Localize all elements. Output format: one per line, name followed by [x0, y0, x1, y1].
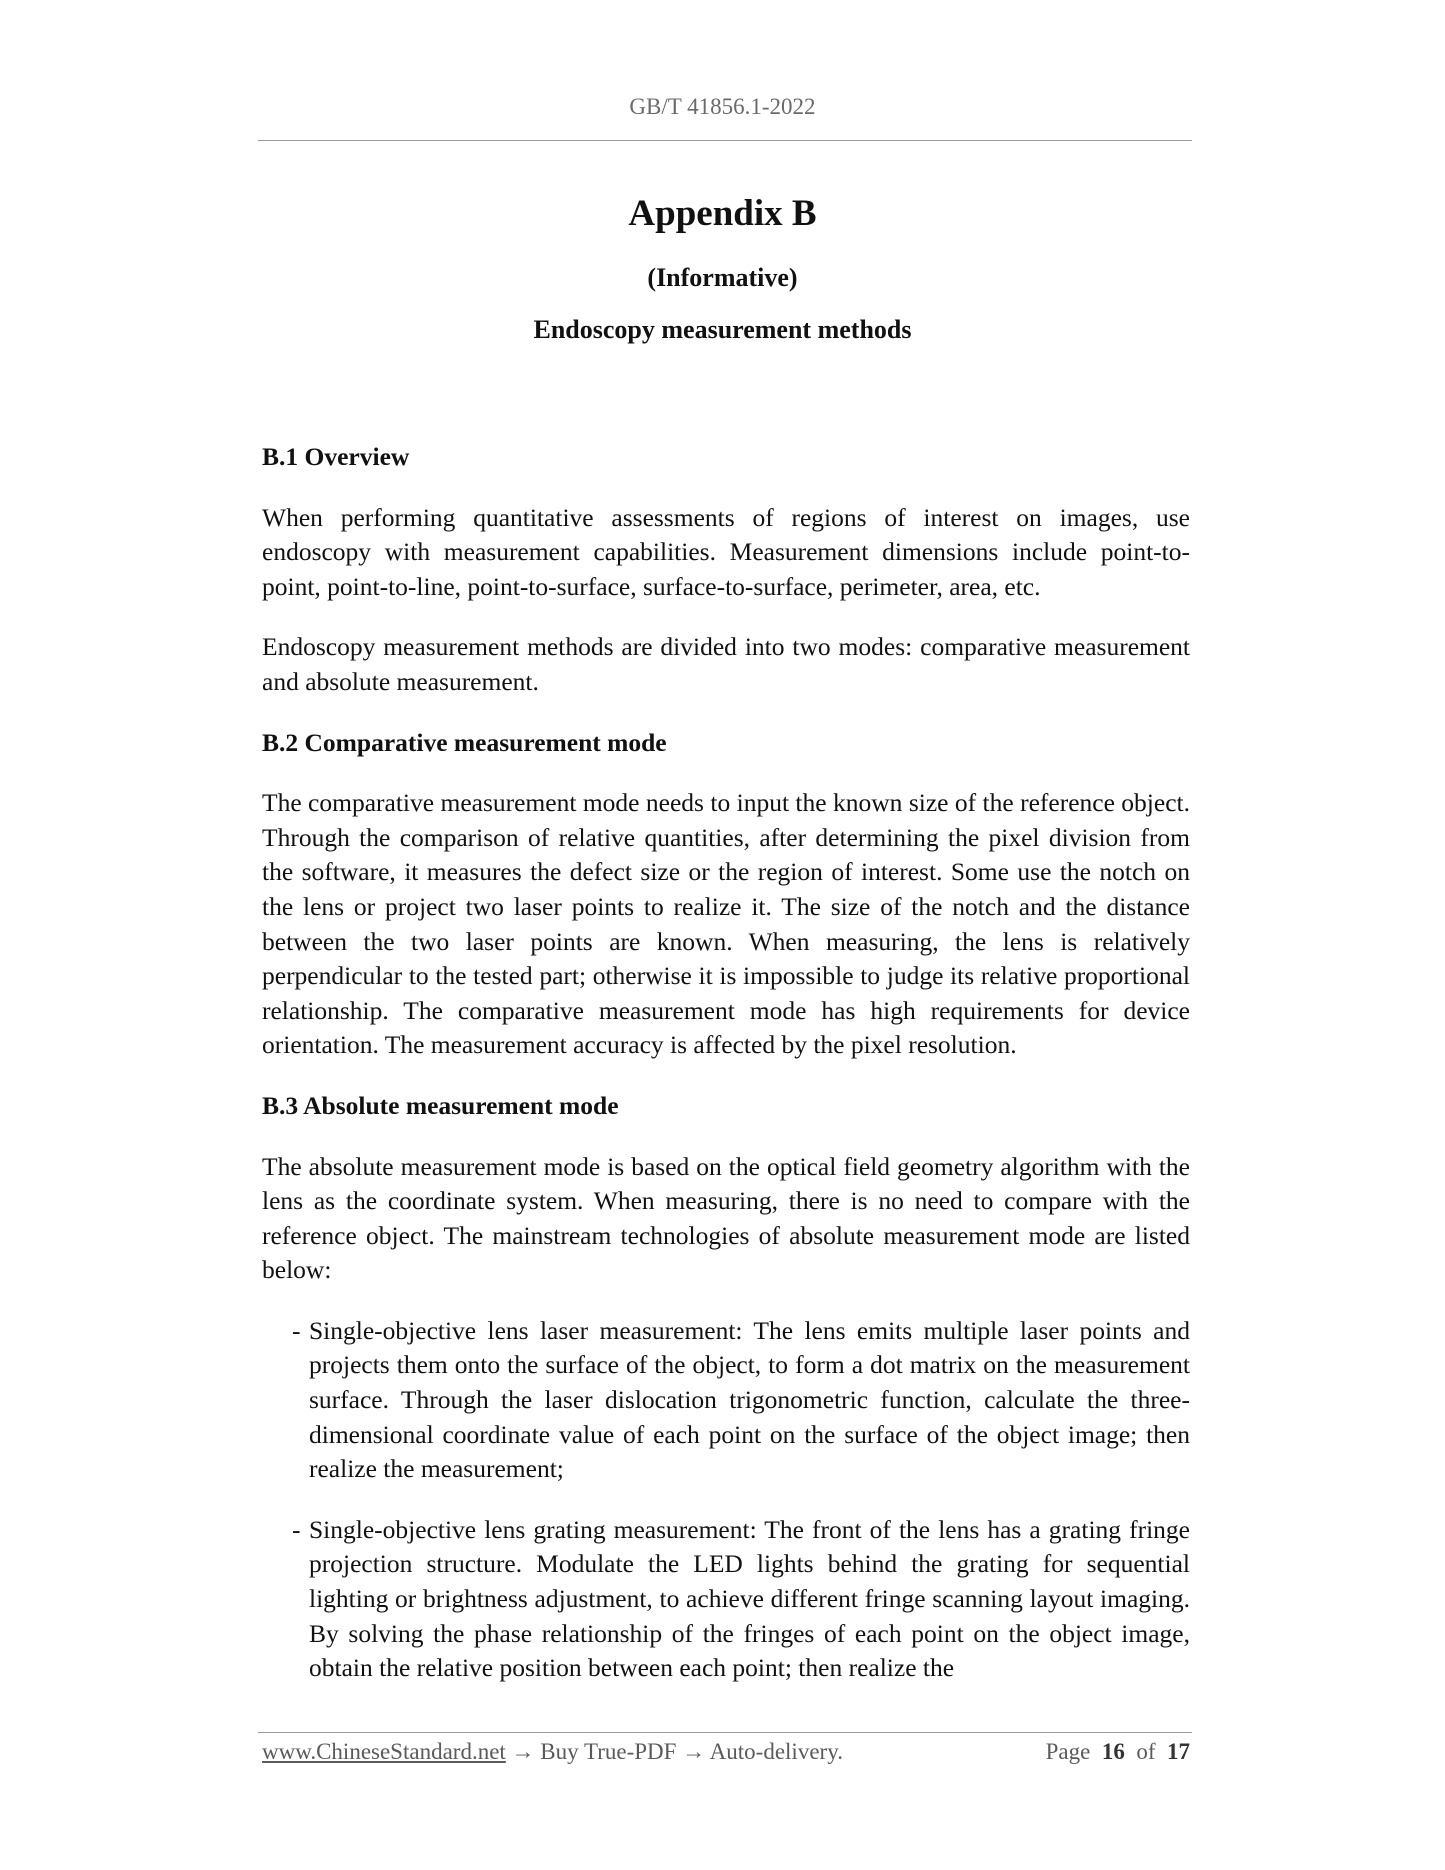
section-heading-b3: B.3 Absolute measurement mode — [262, 1090, 619, 1120]
section-heading-b2: B.2 Comparative measurement mode — [262, 727, 667, 757]
appendix-type: (Informative) — [647, 263, 798, 292]
list-dash: - — [292, 1315, 301, 1345]
list-dash: - — [292, 1514, 301, 1544]
section-b1-paragraph-1: When performing quantitative assessments of regions of interest on images, use endoscopy with measurement capabilities. Measurement dimensions include point-to-point, point-to-line, point-to-surface, surface-to-surface, perimeter, area, etc. — [262, 502, 1190, 601]
section-b1-paragraph-2: Endoscopy measurement methods are divided into two modes: comparative measurement and absolute measurement. — [262, 632, 1190, 696]
measurement-technology-list — [262, 1314, 1190, 1686]
section-b3-paragraph-1: The absolute measurement mode is based on the optical field geometry algorithm with the lens as the coordinate system. When measuring, there is no need to compare with the reference object. The mainstream technologies of absolute measurement mode are listed below: — [262, 1151, 1190, 1285]
list-item-text: Single-objective lens laser measurement: The lens emits multiple laser points and projects them onto the surface of the object, to form a dot matrix on the measurement surface. Through the laser dislocation trigonometric function, calculate the three-dimensional coordinate value of each point on the surface of the object image; then realize the measurement; — [309, 1315, 1190, 1484]
page-number — [1046, 1736, 1190, 1768]
list-item-text: Single-objective lens grating measurement: The front of the lens has a grating fringe projection structure. Modulate the LED lights behind the grating for sequential lighting or brightness adjustment, to achieve different fringe scanning layout imaging. By solving the phase relationship of the fringes of each point on the object image, obtain the relative position between each point; then realize the — [309, 1514, 1190, 1683]
footer-divider — [258, 1732, 1192, 1733]
arrow-right-icon: → — [511, 1739, 535, 1764]
page-total: 17 — [1167, 1739, 1190, 1764]
list-item — [262, 1513, 1190, 1686]
page-of: of — [1136, 1739, 1156, 1764]
document-body — [262, 440, 1190, 1712]
appendix-title: Appendix B — [628, 193, 817, 234]
list-item — [262, 1314, 1190, 1487]
page-current: 16 — [1101, 1739, 1125, 1764]
chinesestandard-link[interactable]: www.ChineseStandard.net — [262, 1739, 506, 1764]
document-standard-id: GB/T 41856.1-2022 — [629, 94, 816, 119]
header-divider — [258, 140, 1192, 141]
page-label: Page — [1045, 1739, 1091, 1764]
buy-true-pdf-text: Buy True-PDF — [540, 1739, 677, 1764]
section-heading-b1: B.1 Overview — [262, 442, 410, 471]
section-b2-paragraph-1: The comparative measurement mode needs to input the known size of the reference object. Through the comparison of relative quantities, after determining the pixel division from the software, it measures the defect size or the region of interest. Some use the notch on the lens or project two laser points to realize it. The size of the notch and the distance between the two laser points are known. When measuring, the lens is relatively perpendicular to the tested part; otherwise it is impossible to judge its relative proportional relationship. The comparative measurement mode has high requirements for device orientation. The measurement accuracy is affected by the pixel resolution. — [262, 788, 1190, 1060]
footer-promo — [262, 1736, 843, 1768]
auto-delivery-text: Auto-delivery. — [709, 1739, 843, 1764]
arrow-right-icon: → — [682, 1739, 706, 1764]
appendix-subtitle: Endoscopy measurement methods — [533, 315, 912, 344]
